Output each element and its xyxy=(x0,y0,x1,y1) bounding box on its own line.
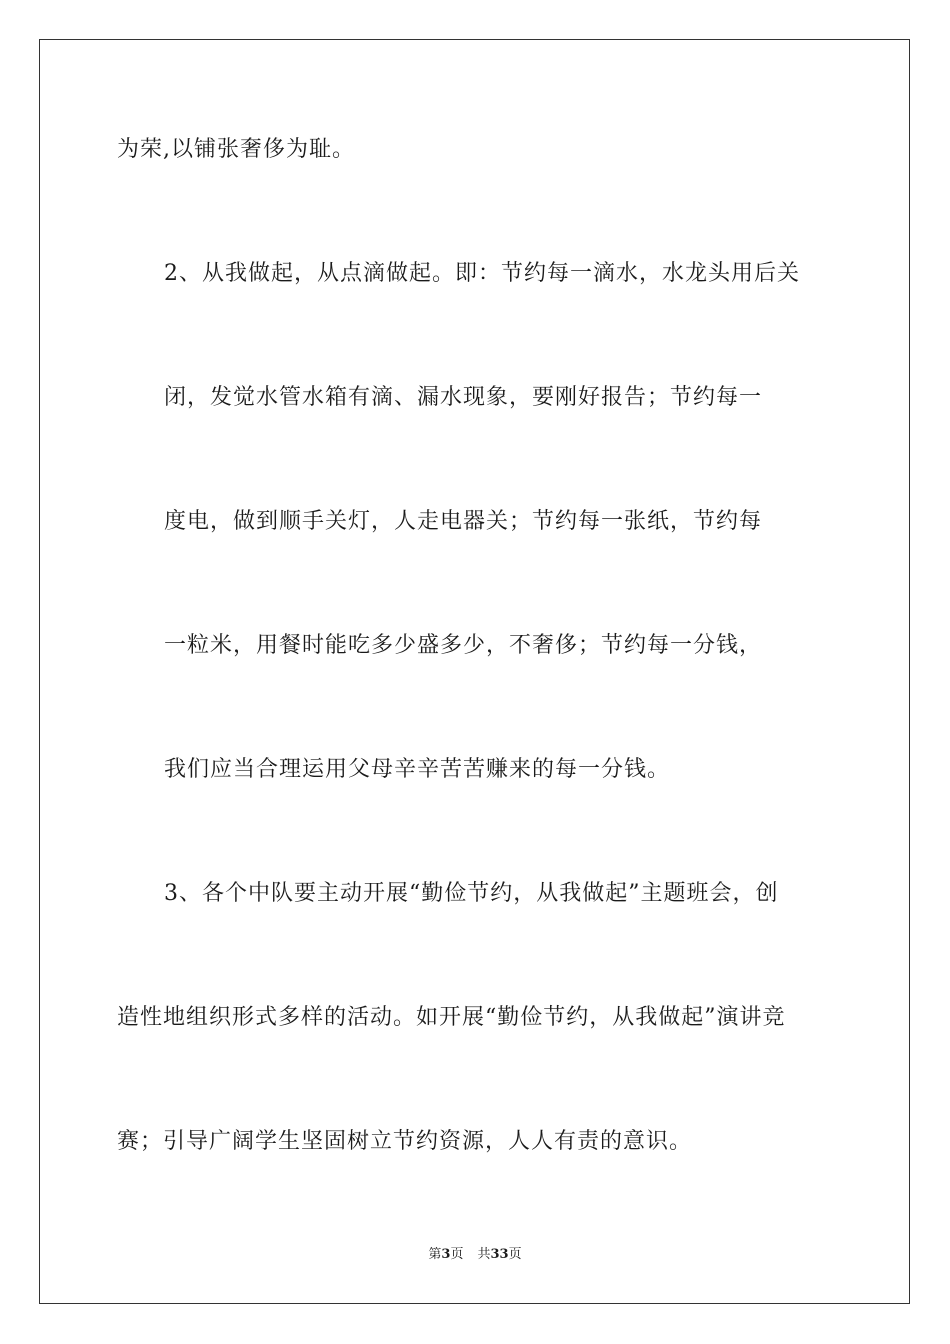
footer-total-suffix: 页 xyxy=(508,1247,522,1262)
text-line-3: 闭，发觉水管水箱有滴、漏水现象，要刚好报告；节约每一 xyxy=(164,385,763,410)
text-line-9: 赛；引导广阔学生坚固树立节约资源，人人有责的意识。 xyxy=(117,1129,693,1154)
footer-page-prefix: 第 xyxy=(428,1247,442,1262)
text-line-6: 我们应当合理运用父母辛辛苦苦赚来的每一分钱。 xyxy=(164,757,671,782)
footer-total-prefix: 共 xyxy=(477,1247,491,1262)
text-line-8: 造性地组织形式多样的活动。如开展“勤俭节约，从我做起”演讲竞 xyxy=(117,1005,786,1030)
text-line-5: 一粒米，用餐时能吃多少盛多少，不奢侈；节约每一分钱， xyxy=(164,633,763,658)
text-line-7: 3、各个中队要主动开展“勤俭节约，从我做起”主题班会，创 xyxy=(164,881,779,906)
page-footer xyxy=(0,1246,950,1264)
text-line-4: 度电，做到顺手关灯，人走电器关；节约每一张纸，节约每 xyxy=(164,509,763,534)
footer-page-number: 3 xyxy=(441,1247,451,1262)
footer-page-suffix: 页 xyxy=(450,1247,464,1262)
text-line-2: 2、从我做起，从点滴做起。即：节约每一滴水，水龙头用后关 xyxy=(164,261,800,286)
page-border xyxy=(39,39,910,1304)
text-line-1: 为荣,以铺张奢侈为耻。 xyxy=(117,137,355,162)
footer-total-pages: 33 xyxy=(490,1247,509,1262)
